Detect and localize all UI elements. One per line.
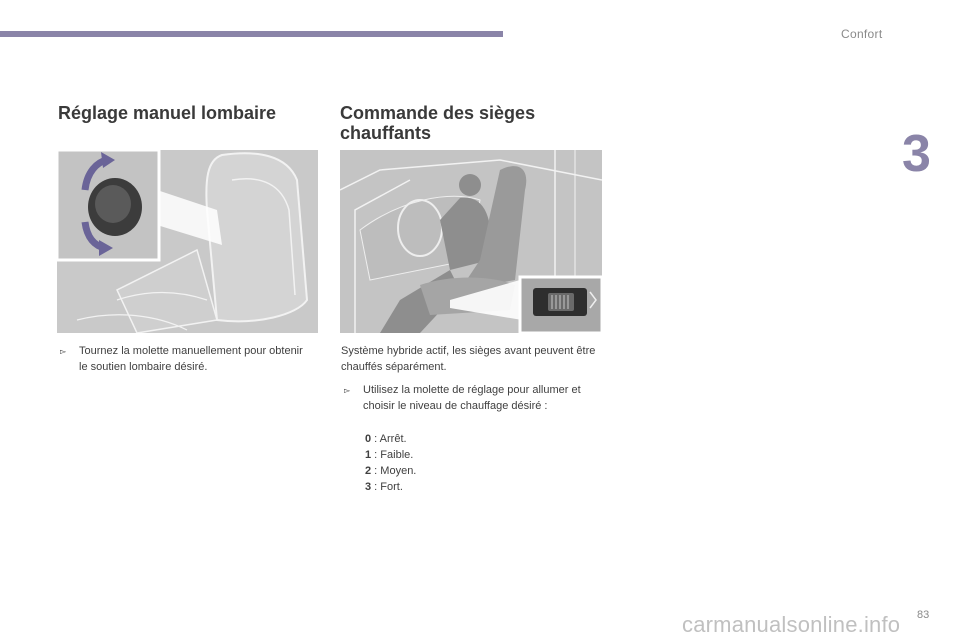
heated-seats-illustration xyxy=(340,150,602,333)
watermark: carmanualsonline.info xyxy=(682,612,901,637)
heating-level-item: 0 : Arrêt. xyxy=(365,433,407,445)
lumbar-instruction: Tournez la molette manuellement pour obtenir le soutien lombaire désiré. xyxy=(79,345,303,373)
heating-level-item: 1 : Faible. xyxy=(365,449,414,461)
bullet-arrow-icon: ▻ xyxy=(344,386,351,395)
chapter-number: 3 xyxy=(902,125,931,183)
lumbar-illustration xyxy=(57,150,318,333)
heated-seat-drawing xyxy=(340,150,602,333)
heating-levels-list xyxy=(365,431,416,495)
heated-seats-heading: Commande des sièges chauffants xyxy=(340,103,536,143)
heated-seats-instruction: Utilisez la molette de réglage pour allumer et choisir le niveau de chauffage désiré : xyxy=(363,384,581,412)
bullet-arrow-icon: ▻ xyxy=(60,347,67,356)
section-header: Confort xyxy=(841,27,883,41)
lumbar-heading: Réglage manuel lombaire xyxy=(58,103,277,123)
top-accent-bar xyxy=(0,31,503,37)
page-number: 83 xyxy=(917,609,930,621)
heated-seats-intro: Système hybride actif, les sièges avant peuvent être chauffés séparément. xyxy=(341,345,596,373)
lumbar-seat-drawing xyxy=(57,150,318,333)
heating-level-item: 2 : Moyen. xyxy=(365,465,417,477)
heating-level-item: 3 : Fort. xyxy=(365,481,403,493)
